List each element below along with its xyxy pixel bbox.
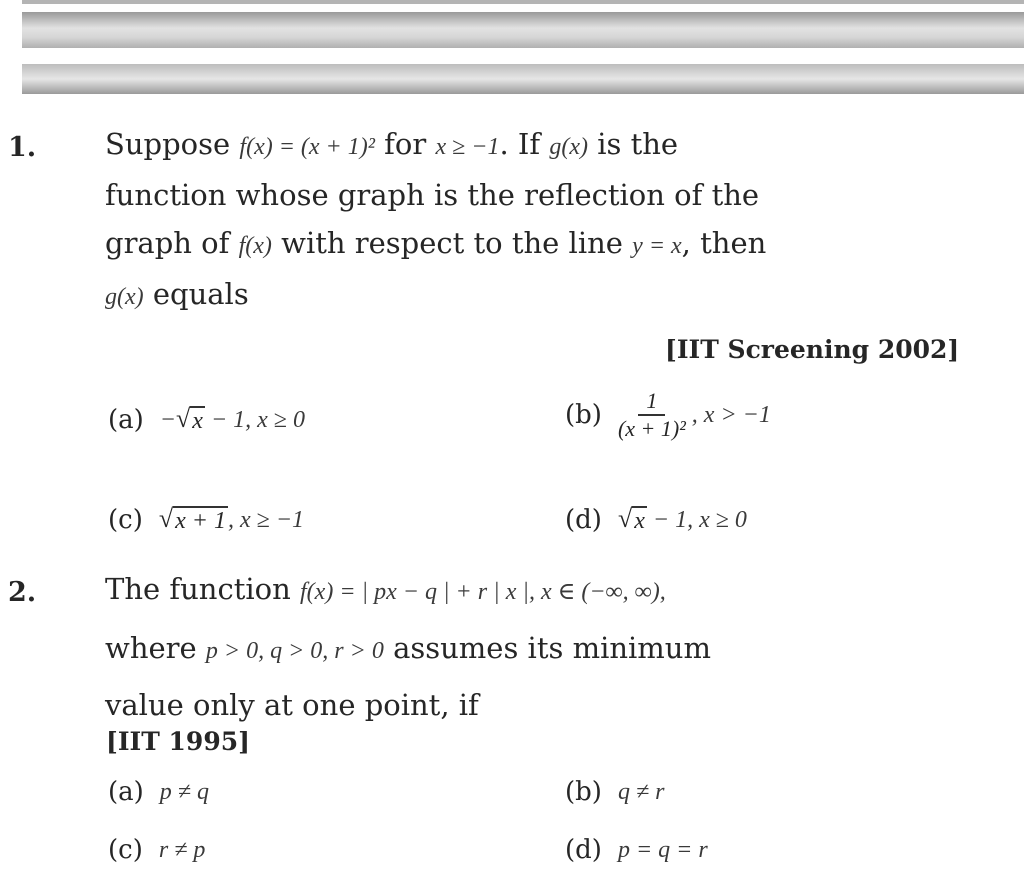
- option-a[interactable]: [108, 405, 305, 435]
- option-b[interactable]: [565, 777, 664, 807]
- option-b[interactable]: [565, 388, 771, 442]
- math-expression: , x ≥ −1: [228, 506, 305, 533]
- radical-sign: √: [158, 503, 174, 533]
- stem-text: graph of: [105, 226, 230, 260]
- math-expression: f(x): [238, 233, 272, 259]
- option-a[interactable]: [108, 777, 209, 807]
- stem-text: equals: [152, 277, 249, 311]
- option-label: (a): [108, 405, 144, 435]
- option-label: (a): [108, 777, 144, 807]
- math-expression: y = x: [632, 233, 682, 259]
- option-label: (c): [108, 505, 143, 535]
- fraction-numerator: 1: [638, 388, 665, 416]
- header-band-1: [22, 12, 1024, 48]
- math-expression: p = q = r: [617, 836, 708, 863]
- exam-source: [IIT Screening 2002]: [665, 335, 960, 364]
- stem-line-2: [105, 624, 1014, 675]
- stem-line-1: [105, 120, 1014, 171]
- sqrt-expression: [158, 503, 228, 534]
- sqrt-expression: [617, 503, 647, 534]
- stem-text: with respect to the line: [281, 226, 623, 260]
- fraction-denominator: (x + 1)²: [617, 416, 686, 441]
- math-expression: − 1, x ≥ 0: [210, 406, 305, 433]
- stem-line-3: value only at one point, if: [105, 688, 479, 722]
- stem-text: is the: [597, 127, 679, 161]
- radicand: x + 1: [175, 507, 226, 534]
- stem-text: , then: [681, 226, 767, 260]
- math-expression: g(x): [105, 284, 144, 310]
- math-expression: p ≠ q: [159, 778, 209, 805]
- math-expression: g(x): [549, 134, 588, 160]
- header-rule-top: [22, 0, 1024, 4]
- stem-line-2: function whose graph is the reflection of the: [105, 178, 760, 212]
- page-header-bars: [0, 0, 1024, 100]
- math-expression: , x > −1: [691, 401, 771, 428]
- math-expression: f(x) = (x + 1)²: [239, 134, 375, 160]
- math-sign: −: [159, 406, 176, 433]
- option-d[interactable]: [565, 505, 747, 535]
- question-stem: [105, 120, 1014, 321]
- exam-source: [IIT 1995]: [106, 727, 250, 756]
- option-label: (c): [108, 835, 143, 865]
- option-d[interactable]: [565, 835, 708, 865]
- option-c[interactable]: [108, 835, 205, 865]
- stem-line-4: [105, 270, 1014, 321]
- option-c[interactable]: [108, 505, 304, 535]
- math-expression: − 1, x ≥ 0: [652, 506, 747, 533]
- math-expression: r ≠ p: [158, 836, 206, 863]
- option-label: (b): [565, 400, 602, 430]
- radical-sign: √: [617, 503, 633, 533]
- option-label: (b): [565, 777, 602, 807]
- option-label: (d): [565, 835, 602, 865]
- stem-text: where: [105, 631, 197, 665]
- stem-text: The function: [105, 572, 291, 606]
- stem-text: Suppose: [105, 127, 231, 161]
- stem-text: assumes its minimum: [393, 631, 711, 665]
- radicand: x: [634, 507, 645, 534]
- question-stem: [105, 565, 1014, 729]
- stem-text: . If: [499, 127, 541, 161]
- radicand: x: [192, 407, 203, 434]
- sqrt-expression: [176, 403, 205, 434]
- stem-line-1: [105, 565, 1014, 616]
- option-label: (d): [565, 505, 602, 535]
- stem-line-3: [105, 219, 1014, 270]
- math-expression: x ≥ −1: [435, 134, 500, 160]
- math-expression: q ≠ r: [617, 778, 665, 805]
- question-number: 2.: [8, 577, 37, 608]
- math-expression: p > 0, q > 0, r > 0: [205, 638, 384, 664]
- radical-sign: √: [176, 403, 191, 433]
- question-number: 1.: [8, 132, 37, 163]
- stem-text: for: [384, 127, 427, 161]
- math-expression: f(x) = | px − q | + r | x |, x ∈ (−∞, ∞),: [300, 579, 666, 605]
- header-band-2: [22, 64, 1024, 94]
- fraction: [618, 388, 686, 442]
